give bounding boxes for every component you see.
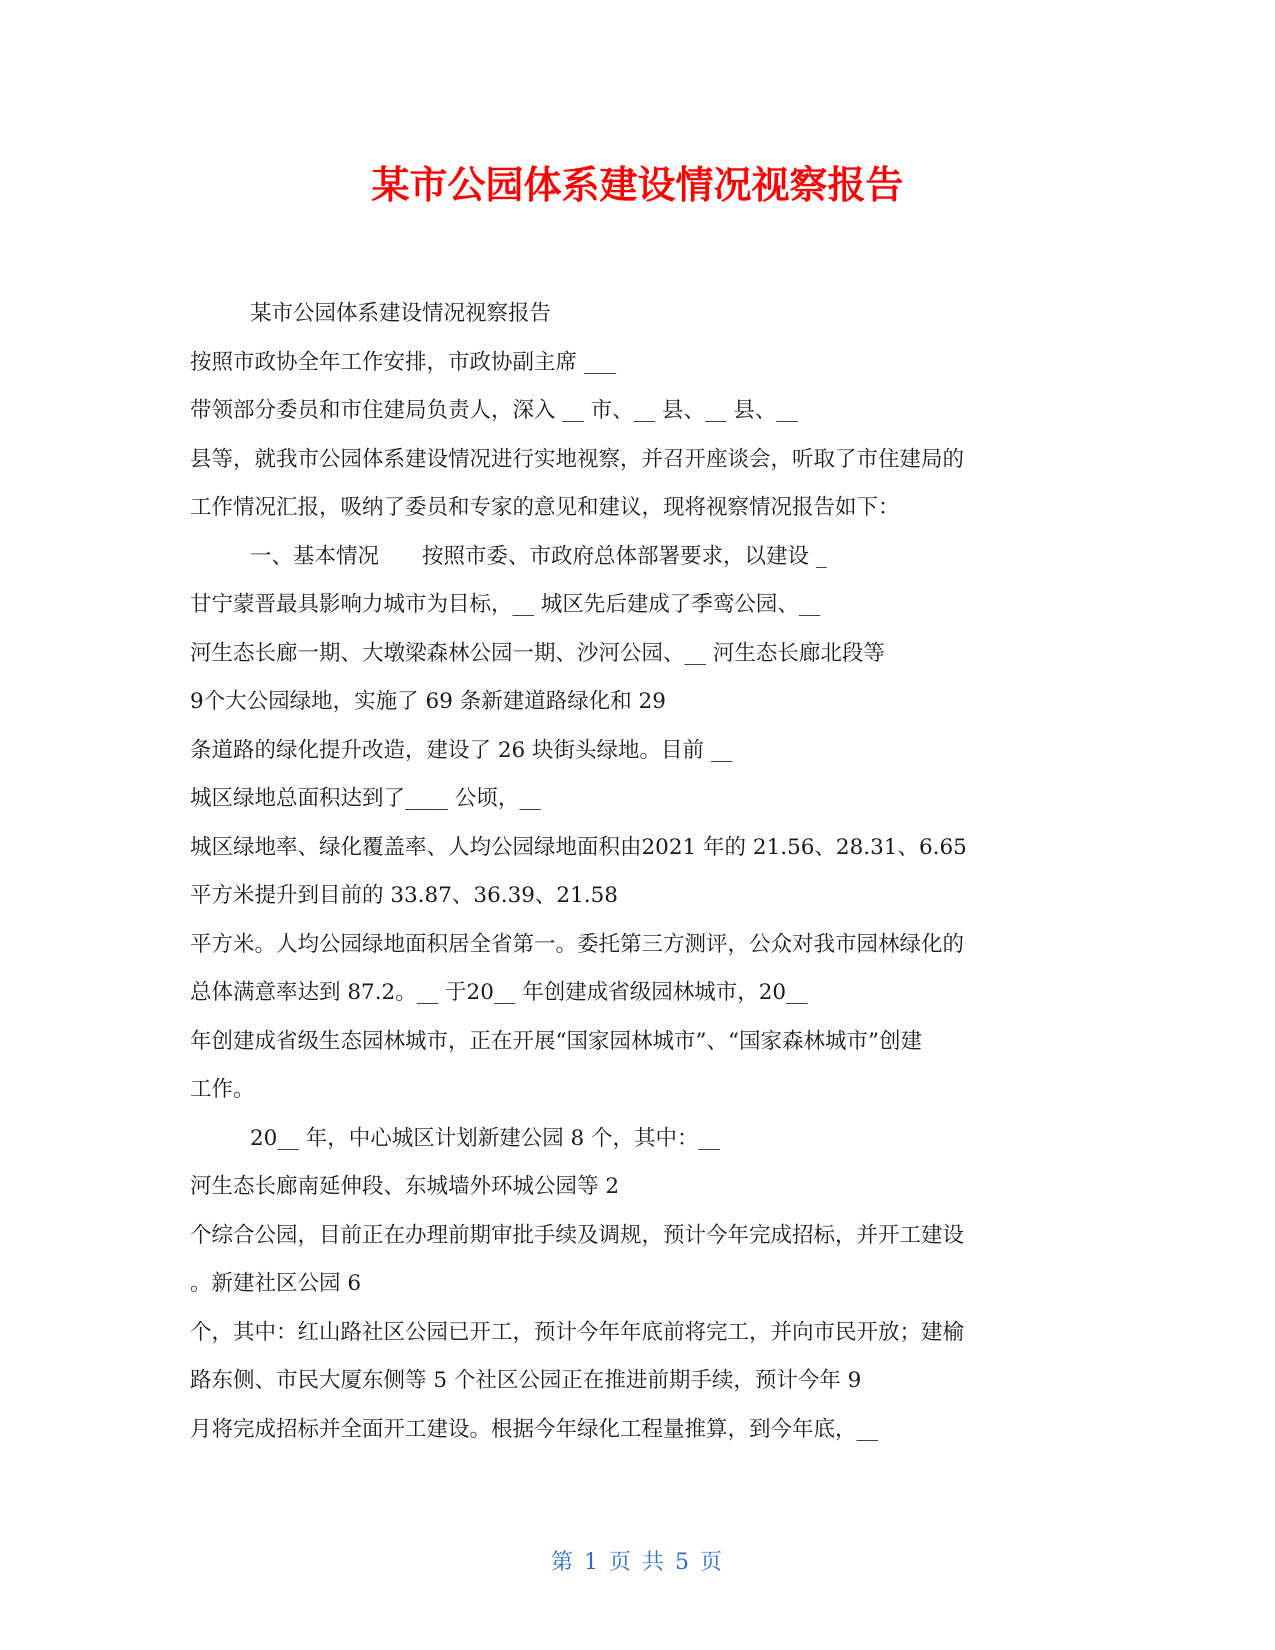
body-line: 城区绿地总面积达到了____ 公顷，__ <box>190 786 541 811</box>
document-body <box>190 290 1090 1454</box>
page-number: 第 1 页 共 5 页 <box>551 1550 724 1575</box>
body-line: 城区绿地率、绿化覆盖率、人均公园绿地面积由2021 年的 21.56、28.31、6.65 <box>190 834 967 860</box>
body-line: 县等，就我市公园体系建设情况进行实地视察，并召开座谈会，听取了市住建局的 <box>190 446 965 472</box>
body-line: 条道路的绿化提升改造，建设了 26 块街头绿地。目前 __ <box>190 737 733 763</box>
body-line: 河生态长廊一期、大墩梁森林公园一期、沙河公园、__ 河生态长廊北段等 <box>190 640 885 666</box>
body-line: 。新建社区公园 6 <box>190 1271 362 1296</box>
body-line: 个综合公园，目前正在办理前期审批手续及调规，预计今年完成招标，并开工建设 <box>190 1222 965 1248</box>
body-line: 带领部分委员和市住建局负责人，深入 __ 市、__ 县、__ 县、__ <box>190 398 798 423</box>
page-title: 某市公园体系建设情况视察报告 <box>371 163 904 207</box>
body-line: 工作。 <box>190 1077 255 1102</box>
body-line: 某市公园体系建设情况视察报告 <box>250 301 552 326</box>
body-line: 月将完成招标并全面开工建设。根据今年绿化工程量推算，到今年底，__ <box>190 1416 879 1442</box>
body-line: 工作情况汇报，吸纳了委员和专家的意见和建议，现将视察情况报告如下： <box>190 495 900 520</box>
body-line: 甘宁蒙晋最具影响力城市为目标，__ 城区先后建成了季鸾公园、__ <box>190 592 821 617</box>
body-line: 9个大公园绿地，实施了 69 条新建道路绿化和 29 <box>190 689 666 714</box>
body-line: 河生态长廊南延伸段、东城墙外环城公园等 2 <box>190 1174 620 1199</box>
body-line: 平方米。人均公园绿地面积居全省第一。委托第三方测评，公众对我市园林绿化的 <box>190 931 965 957</box>
body-line: 年创建成省级生态园林城市，正在开展“国家园林城市”、“国家森林城市”创建 <box>190 1028 922 1054</box>
body-line: 总体满意率达到 87.2。__ 于20__ 年创建成省级园林城市，20__ <box>190 980 808 1005</box>
body-line: 平方米提升到目前的 33.87、36.39、21.58 <box>190 883 618 908</box>
body-line: 一、基本情况 按照市委、市政府总体部署要求，以建设 _ <box>250 543 827 569</box>
body-line: 按照市政协全年工作安排，市政协副主席 ___ <box>190 349 617 375</box>
body-line: 个，其中：红山路社区公园已开工，预计今年年底前将完工，并向市民开放；建榆 <box>190 1319 965 1345</box>
body-line: 20__ 年，中心城区计划新建公园 8 个，其中：__ <box>250 1125 721 1151</box>
body-line: 路东侧、市民大厦东侧等 5 个社区公园正在推进前期手续，预计今年 9 <box>190 1368 862 1393</box>
